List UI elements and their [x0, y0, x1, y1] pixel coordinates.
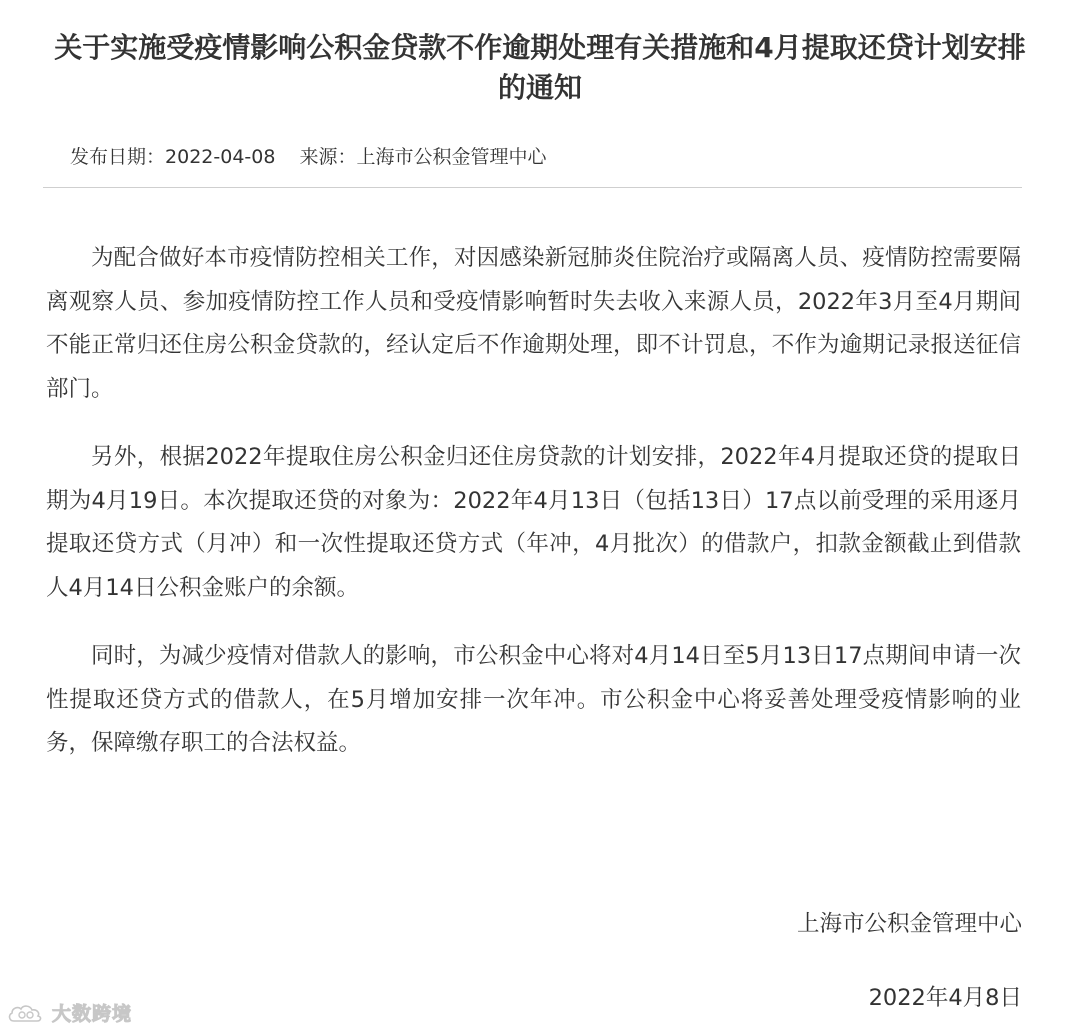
- signature-organization: 上海市公积金管理中心: [796, 911, 1022, 937]
- paragraph-1: 为配合做好本市疫情防控相关工作，对因感染新冠肺炎住院治疗或隔离人员、疫情防控需要隔离观察人员、参加疫情防控工作人员和受疫情影响暂时失去收入来源人员，2022年3月至4月期间不能正常归还住房公积金贷款的，经认定后不作逾期处理，即不计罚息，不作为逾期记录报送征信部门。: [46, 245, 1021, 402]
- source-label: 来源：: [299, 146, 357, 168]
- watermark-text: 大数跨境: [52, 1003, 133, 1025]
- publish-date-label: 发布日期：: [70, 146, 166, 168]
- cloud-logo-icon: [6, 1002, 46, 1026]
- header-divider: [43, 187, 1022, 188]
- source-name: 上海市公积金管理中心: [356, 146, 547, 168]
- notice-title: 关于实施受疫情影响公积金贷款不作逾期处理有关措施和4月提取还贷计划安排的通知: [54, 31, 1026, 104]
- signature-date: 2022年4月8日: [868, 985, 1022, 1011]
- paragraph-2: 另外，根据2022年提取住房公积金归还住房贷款的计划安排，2022年4月提取还贷的提取日期为4月19日。本次提取还贷的对象为：2022年4月13日（包括13日）17点以前受理的采用逐月提取还贷方式（月冲）和一次性提取还贷方式（年冲，4月批次）的借款户，扣款金额截止到借款人4月14日公积金账户的余额。: [46, 444, 1021, 601]
- watermark: [6, 998, 132, 1030]
- notice-meta: [70, 143, 546, 171]
- publish-date: 2022-04-08: [165, 146, 276, 168]
- notice-body: [46, 237, 1021, 791]
- paragraph-3: 同时，为减少疫情对借款人的影响，市公积金中心将对4月14日至5月13日17点期间申请一次性提取还贷方式的借款人，在5月增加安排一次年冲。市公积金中心将妥善处理受疫情影响的业务，保障缴存职工的合法权益。: [46, 643, 1021, 756]
